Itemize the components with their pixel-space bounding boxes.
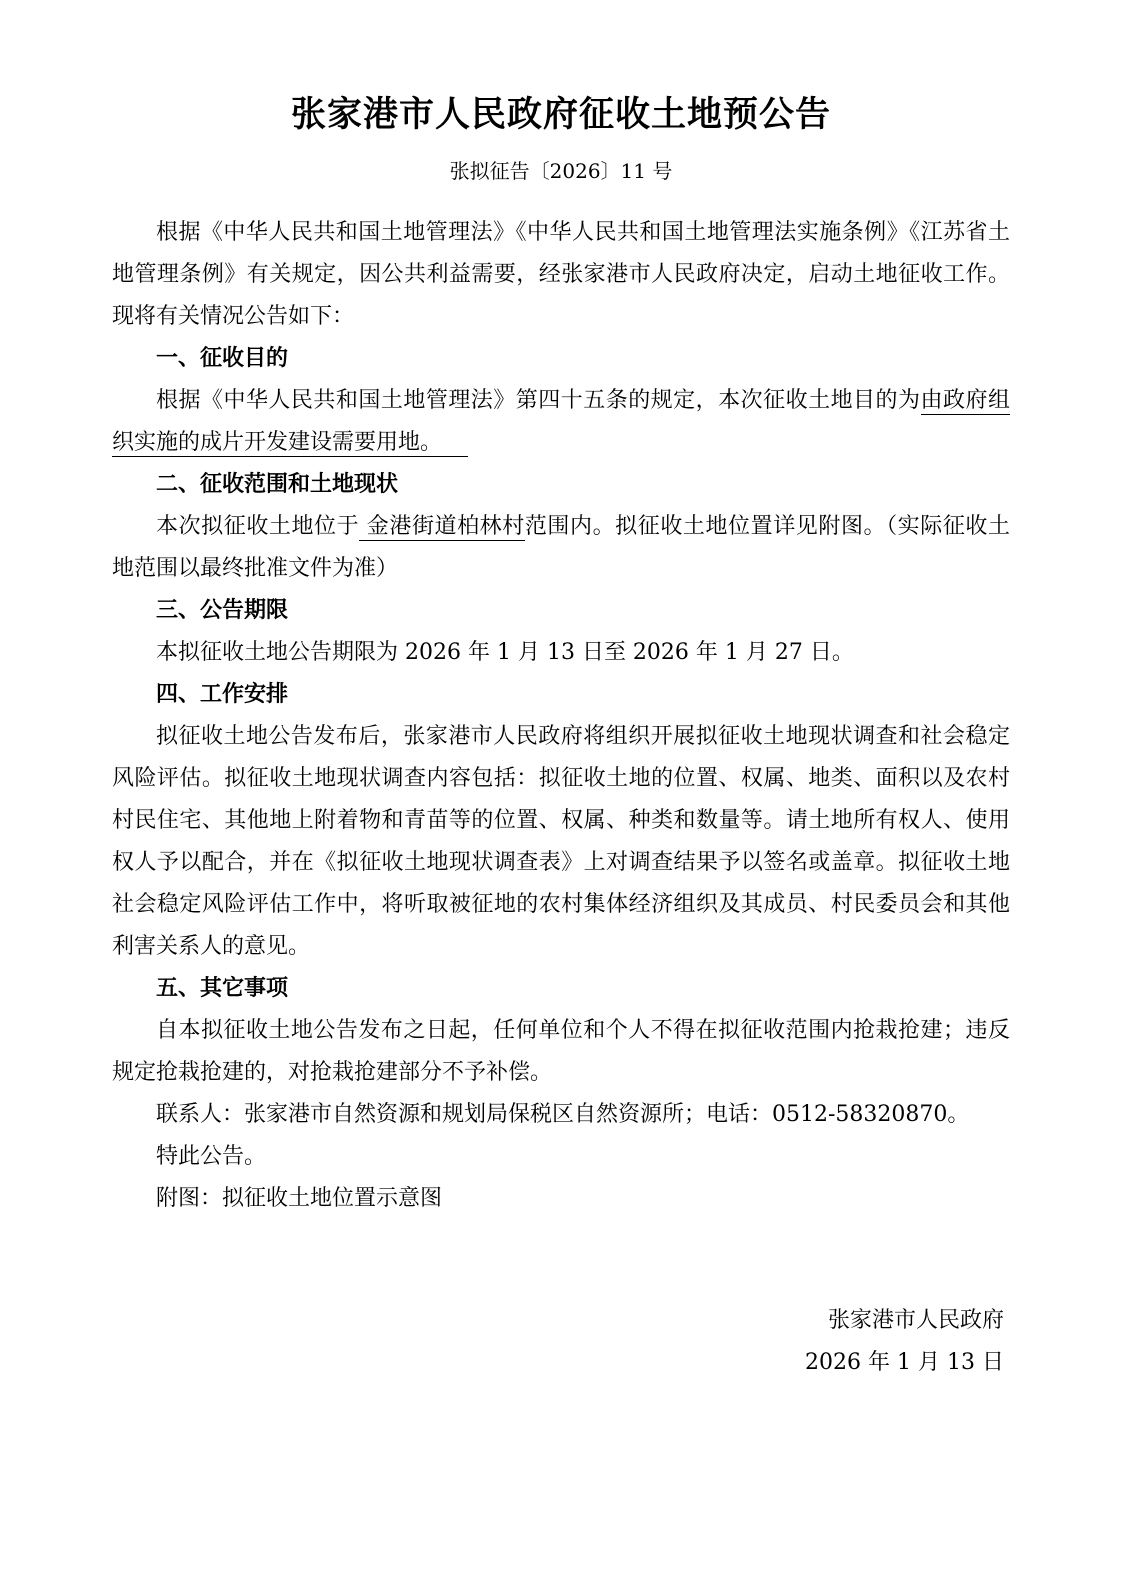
section-paragraph-1 bbox=[112, 380, 1010, 464]
section-heading-2: 二、征收范围和土地现状 bbox=[156, 471, 399, 497]
section-1-run-underlined: 由政府组织实施的成片开发建设需要用地。 bbox=[112, 387, 1010, 455]
signature-date: 2026 年 1 月 13 日 bbox=[805, 1349, 1004, 1375]
section-heading-4: 四、工作安排 bbox=[156, 681, 289, 707]
intro-paragraph: 根据《中华人民共和国土地管理法》《中华人民共和国土地管理法实施条例》《江苏省土地管理条例》有关规定，因公共利益需要，经张家港市人民政府决定，启动土地征收工作。现将有关情况公告如下： bbox=[112, 219, 1010, 329]
document-number: 张拟征告〔2026〕11 号 bbox=[449, 158, 673, 183]
attachment-line: 附图：拟征收土地位置示意图 bbox=[156, 1185, 443, 1211]
section-1-run-plain: 根据《中华人民共和国土地管理法》第四十五条的规定，本次征收土地目的为 bbox=[156, 387, 921, 413]
section-paragraph-4: 拟征收土地公告发布后，张家港市人民政府将组织开展拟征收土地现状调查和社会稳定风险评估。拟征收土地现状调查内容包括：拟征收土地的位置、权属、地类、面积以及农村村民住宅、其他地上附着物和青苗等的位置、权属、种类和数量等。请土地所有权人、使用权人予以配合，并在《拟征收土地现状调查表》上对调查结果予以签名或盖章。拟征收土地社会稳定风险评估工作中，将听取被征地的农村集体经济组织及其成员、村民委员会和其他利害关系人的意见。 bbox=[112, 723, 1010, 959]
closing-line: 特此公告。 bbox=[156, 1143, 267, 1169]
section-2-run-plain-b: 范围内。拟征收土地位置详见附图。（实际征收土地范围以最终批准文件为准） bbox=[112, 513, 1010, 581]
section-paragraph-2 bbox=[112, 506, 1010, 590]
contact-line: 联系人：张家港市自然资源和规划局保税区自然资源所；电话：0512-58320870。 bbox=[156, 1101, 970, 1127]
section-heading-5: 五、其它事项 bbox=[156, 975, 289, 1001]
document-body bbox=[112, 212, 1010, 1220]
section-2-run-underlined: 金港街道柏林村 bbox=[359, 513, 525, 539]
signature-block bbox=[112, 1300, 1010, 1384]
page-title: 张家港市人民政府征收土地预公告 bbox=[290, 94, 831, 135]
section-heading-1: 一、征收目的 bbox=[156, 345, 289, 371]
section-paragraph-3: 本拟征收土地公告期限为 2026 年 1 月 13 日至 2026 年 1 月 27 日。 bbox=[156, 639, 854, 665]
section-2-run-plain-a: 本次拟征收土地位于 bbox=[156, 513, 360, 539]
section-paragraph-5: 自本拟征收土地公告发布之日起，任何单位和个人不得在拟征收范围内抢栽抢建；违反规定抢栽抢建的，对抢栽抢建部分不予补偿。 bbox=[112, 1017, 1010, 1085]
signature-issuer: 张家港市人民政府 bbox=[827, 1307, 1004, 1333]
section-heading-3: 三、公告期限 bbox=[156, 597, 289, 623]
